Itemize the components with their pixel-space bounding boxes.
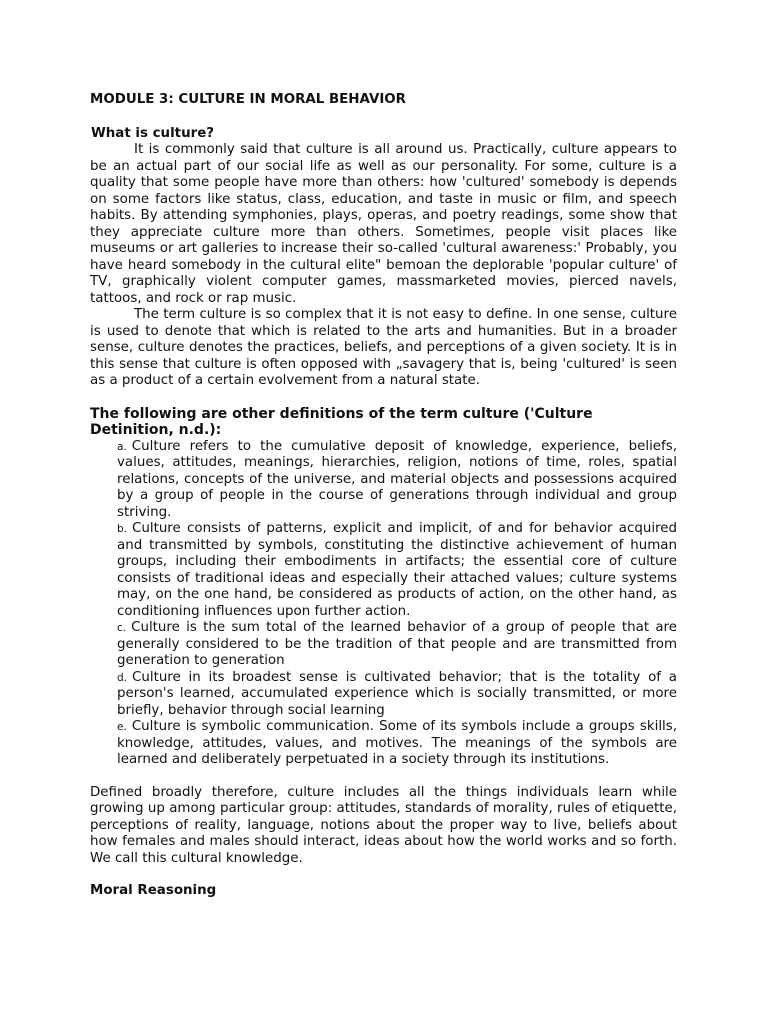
definition-item (117, 719, 677, 769)
list-marker: c. (117, 622, 127, 634)
section-heading-definitions: The following are other definitions of the term culture ('Culture Detinition, n.d.): (90, 405, 593, 438)
paragraph-definition-complexity: The term culture is so complex that it is not easy to define. In one sense, culture is used to denote that which is related to the arts and humanities. But in a broader sense, culture denotes the practices, beliefs, and perceptions of a given society. It is in this sense that culture is often opposed with „savagery that is, being 'cultured' is seen as a product of a certain evolvement from a natural state. (90, 307, 677, 388)
definition-text: Culture consists of patterns, explicit and implicit, of and for behavior acquired and transmitted by symbols, constituting the distinctive achievement of human groups, including their embodiments in artifacts; the essential core of culture consists of traditional ideas and especially their attached values; culture systems may, on the one hand, be considered as products of action, on the other hand, as conditioning influences upon further action. (117, 521, 677, 619)
definition-text: Culture refers to the cumulative deposit of knowledge, experience, beliefs, values, attitudes, meanings, hierarchies, religion, notions of time, roles, spatial relations, concepts of the universe, and material objects and possessions acquired by a group of people in the course of generations through individual and group striving. (117, 438, 677, 520)
document-content (90, 92, 677, 900)
section-heading-moral-reasoning: Moral Reasoning (90, 883, 217, 898)
paragraph-intro: It is commonly said that culture is all around us. Practically, culture appears to be an actual part of our social life as well as our personality. For some, culture is a quality that some people have more than others: how 'cultured' somebody is depends on some factors like status, class, education, and taste in music or film, and speech habits. By attending symphonies, plays, operas, and poetry readings, some show that they appreciate culture more than others. Sometimes, people visit places like museums or art galleries to increase their so-called 'cultural awareness:' Probably, you have heard somebody in the cultural elite" bemoan the deplorable 'popular culture' of TV, graphically violent computer games, massmarketed movies, pierced navels, tattoos, and rock or rap music. (90, 142, 677, 306)
definition-text: Culture is symbolic communication. Some of its symbols include a groups skills, knowledge, attitudes, values, and motives. The meanings of the symbols are learned and deliberately perpetuated in a society through its institutions. (117, 719, 677, 767)
list-marker: d. (117, 671, 128, 684)
definition-item (117, 620, 677, 670)
definition-item (117, 521, 677, 620)
module-title: MODULE 3: CULTURE IN MORAL BEHAVIOR (90, 92, 406, 107)
definition-text: Culture is the sum total of the learned behavior of a group of people that are generally considered to be the tradition of that people and are transmitted from generation to generation (117, 620, 677, 668)
section-heading-what-is-culture: What is culture? (91, 125, 215, 141)
paragraph-closing: Defined broadly therefore, culture includes all the things individuals learn while growing up among particular group: attitudes, standards of morality, rules of etiquette, perceptions of reality, language, notions about the proper way to live, beliefs about how females and males should interact, ideas about how the world works and so forth. We call this cultural knowledge. (90, 784, 677, 866)
list-marker: e. (117, 721, 127, 733)
definition-item (117, 439, 677, 522)
definitions-list (90, 439, 677, 769)
definition-item (117, 670, 677, 720)
list-marker: a. (117, 440, 127, 453)
list-marker: b. (117, 523, 128, 535)
definition-text: Culture in its broadest sense is cultivated behavior; that is the totality of a person's learned, accumulated experience which is socially transmitted, or more briefly, behavior through social learning (117, 669, 677, 718)
